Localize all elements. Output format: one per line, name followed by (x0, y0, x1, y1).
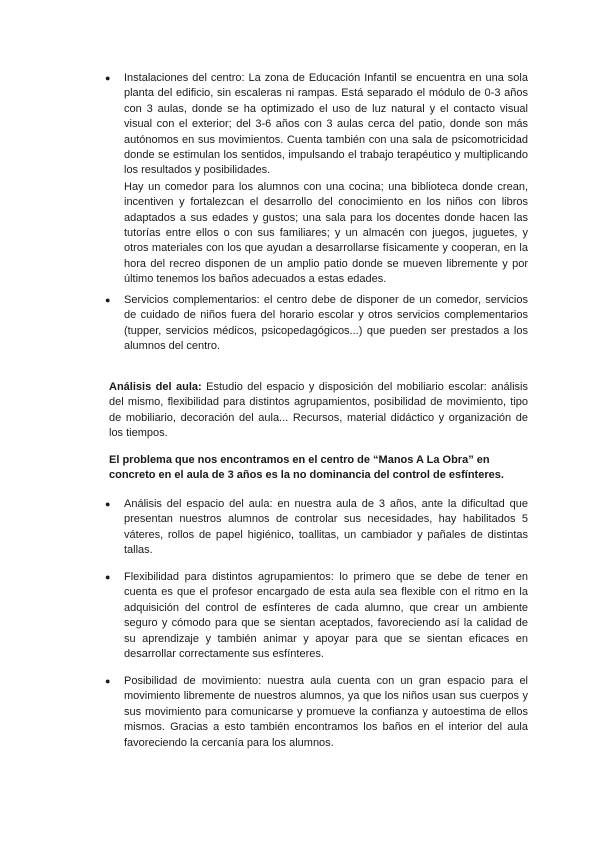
list-item-text: Flexibilidad para distintos agrupamientos: lo primero que se debe de tener en cuenta es que el profesor encargado de esta aula sea flexible con el ritmo en la adquisición del control de esfínteres de cada alumno, que crear un ambiente seguro y cómodo para que se sientan aceptados, favoreciendo así la calidad de su aprendizaje y también animar y apoyar para que se sientan eficaces en desarrollar correctamente sus esfínteres. (124, 571, 528, 661)
list-item-text: Análisis del espacio del aula: en nuestra aula de 3 años, ante la dificultad que presentan nuestros alumnos de controlar sus necesidades, hay habilitados 5 váteres, rollos de papel higiénico, toallitas, un cambiador y pañales de distintas tallas. (124, 498, 528, 557)
bullet-icon: ● (105, 572, 111, 582)
list-item-text: Servicios complementarios: el centro debe de disponer de un comedor, servicios de cuidado de niños fuera del horario escolar y otros servicios complementarios (tupper, servicios médicos, psicopedagógicos...) que pueden ser prestados a los alumnos del centro. (124, 294, 528, 353)
list-item-text: Posibilidad de movimiento: nuestra aula cuenta con un gran espacio para el movimiento libremente de nuestros alumnos, ya que los niños usan sus cuerpos y sus movimiento para comunicarse y promueve la confianza y autoestima de ellos mismos. Gracias a esto también encontramos los baños en el interior del aula favoreciendo la cercanía para los alumnos. (124, 675, 528, 749)
list-item-text: Hay un comedor para los alumnos con una cocina; una biblioteca donde crean, incentiven y fortalezcan el desarrollo del conocimiento en los niños con libros adaptados a sus edades y gustos; una sala para los docentes donde hacen las tutorías entre ellos o con sus familiares; y un almacén con juegos, juguetes, y otros materiales con los que ayudan a desarrollarse físicamente y cooperan, en la hora del recreo disponen de un amplio patio donde se mueven libremente y por último tenemos los baños adecuados a estas edades. (124, 180, 528, 286)
list-item (105, 674, 528, 751)
analisis-text: Estudio del espacio y disposición del mobiliario escolar: análisis del mismo, flexibilidad para distintos agrupamientos, posibilidad de movimiento, tipo de mobiliario, decoración del aula... Recursos, material didáctico y organización de los tiempos. (109, 381, 528, 440)
analisis-label: Análisis del aula: (109, 381, 202, 393)
bullet-icon: ● (105, 676, 111, 686)
list-item (105, 497, 528, 559)
problem-heading: El problema que nos encontramos en el centro de “Manos A La Obra” en concreto en el aula de 3 años es la no dominancia del control de esfínteres. (109, 454, 504, 482)
list-item (105, 71, 528, 288)
list-item-text: Instalaciones del centro: La zona de Educación Infantil se encuentra en una sola planta del edificio, sin escaleras ni rampas. Está separado el módulo de 0-3 años con 3 aulas, donde se ha optimizado el uso de luz natural y el contacto visual visual con el exterior; del 3-6 años con 3 aulas cerca del patio, donde son más autónomos en sus movimientos. Cuenta también con una sala de psicomotricidad donde se estimulan los sentidos, impulsando el trabajo terapéutico y multiplicando los resultados y posibilidades. (124, 72, 528, 177)
list-item (105, 570, 528, 662)
bullet-icon: ● (105, 295, 111, 305)
bullet-icon: ● (105, 499, 111, 509)
analisis-paragraph (109, 380, 528, 442)
bullet-icon: ● (105, 73, 111, 83)
list-item (105, 293, 528, 355)
